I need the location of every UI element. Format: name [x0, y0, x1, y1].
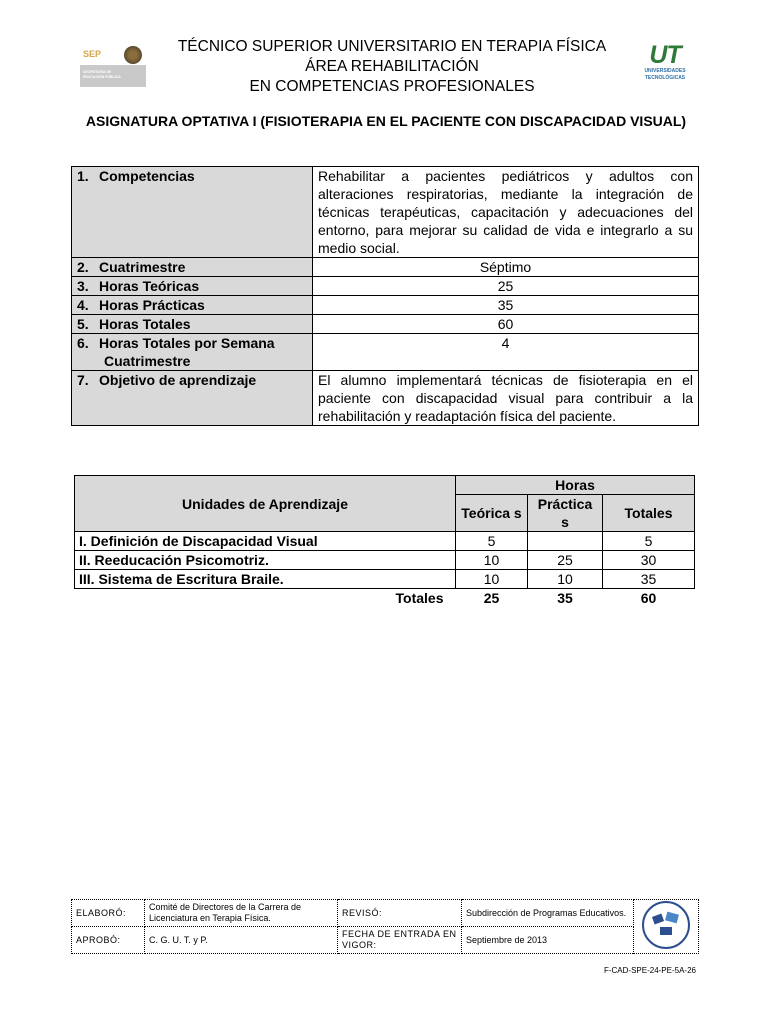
sep-logo [80, 43, 146, 87]
info-label: 4. Horas Prácticas [72, 296, 313, 315]
institution-badge-icon [642, 901, 690, 949]
info-label: 2. Cuatrimestre [72, 258, 313, 277]
table-row [72, 167, 699, 258]
unit-practice: 10 [528, 570, 603, 589]
subject-title: ASIGNATURA OPTATIVA I (FISIOTERAPIA EN EL PACIENTE CON DISCAPACIDAD VISUAL) [85, 113, 687, 129]
unit-theory: 10 [456, 570, 528, 589]
col-units-header: Unidades de Aprendizaje [75, 476, 456, 532]
units-table [74, 475, 695, 607]
ut-logo-line1: UNIVERSIDADES [644, 68, 686, 74]
table-row [75, 532, 695, 551]
sep-logo-text: SEP [83, 49, 102, 59]
unit-practice [528, 532, 603, 551]
totals-total: 60 [640, 590, 657, 606]
unit-total: 30 [603, 551, 695, 570]
unit-theory: 10 [456, 551, 528, 570]
info-value: 4 [313, 334, 699, 371]
reviso-label: REVISÓ: [338, 900, 462, 927]
table-row [72, 277, 699, 296]
header-line-3: EN COMPETENCIAS PROFESIONALES [249, 78, 535, 95]
reviso-value: Subdirección de Programas Educativos. [462, 900, 634, 927]
info-label: 3. Horas Teóricas [72, 277, 313, 296]
table-row [72, 371, 699, 426]
totals-theory: 25 [483, 590, 500, 606]
table-row [72, 258, 699, 277]
table-row [75, 570, 695, 589]
info-label: 1. Competencias [72, 167, 313, 258]
aprobo-label: APROBÓ: [72, 927, 145, 954]
info-table [71, 166, 699, 426]
unit-practice: 25 [528, 551, 603, 570]
info-value: 25 [313, 277, 699, 296]
fecha-value: Septiembre de 2013 [462, 927, 634, 954]
col-hours-header: Horas [456, 476, 695, 495]
info-value: Rehabilitar a pacientes pediátricos y adultos con alteraciones respiratorias, mediante la integración de técnicas terapéuticas, capacitación y adecuaciones del entorno, para mejorar su calidad de vida e integrarlo a su medio social. [313, 167, 699, 258]
unit-total: 35 [603, 570, 695, 589]
info-value: 60 [313, 315, 699, 334]
ut-logo [637, 42, 693, 88]
totals-label: Totales [395, 590, 444, 606]
ut-logo-mark: UT [649, 41, 681, 69]
info-value: 35 [313, 296, 699, 315]
totals-practice: 35 [557, 590, 573, 606]
header-line-2: ÁREA REHABILITACIÓN [305, 58, 479, 75]
info-label: 5. Horas Totales [72, 315, 313, 334]
unit-name: I. Definición de Discapacidad Visual [75, 532, 456, 551]
col-totals-header: Totales [603, 495, 695, 532]
units-header-row [75, 476, 695, 495]
eagle-seal-icon [124, 46, 142, 64]
footer-row [72, 900, 699, 927]
ut-logo-line2: TECNOLÓGICAS [644, 75, 686, 81]
fecha-label: FECHA DE ENTRADA EN VIGOR: [338, 927, 462, 954]
sep-logo-line1: SECRETARÍA DE [83, 70, 112, 74]
footer-row [72, 927, 699, 954]
info-value: Séptimo [313, 258, 699, 277]
unit-name: III. Sistema de Escritura Braile. [75, 570, 456, 589]
table-row [72, 315, 699, 334]
aprobo-value: C. G. U. T. y P. [145, 927, 338, 954]
info-label: 7. Objetivo de aprendizaje [72, 371, 313, 426]
sep-logo-line2: EDUCACIÓN PÚBLICA [83, 75, 121, 79]
totals-row [75, 589, 695, 608]
table-row [72, 296, 699, 315]
table-row [72, 334, 699, 371]
col-practice-header: Práctica s [528, 495, 603, 532]
document-code: F-CAD-SPE-24-PE-5A-26 [603, 966, 696, 975]
approval-footer [71, 899, 699, 954]
info-label: 6. Horas Totales por Semana Cuatrimestre [72, 334, 313, 371]
unit-total: 5 [603, 532, 695, 551]
unit-name: II. Reeducación Psicomotriz. [75, 551, 456, 570]
institution-logo [634, 900, 699, 954]
info-value: El alumno implementará técnicas de fisioterapia en el paciente con discapacidad visual para contribuir a la rehabilitación y readaptación física del paciente. [313, 371, 699, 426]
col-theory-header: Teórica s [456, 495, 528, 532]
document-header [150, 37, 634, 97]
table-row [75, 551, 695, 570]
elaboro-value: Comité de Directores de la Carrera de Licenciatura en Terapia Física. [145, 900, 338, 927]
unit-theory: 5 [456, 532, 528, 551]
header-line-1: TÉCNICO SUPERIOR UNIVERSITARIO EN TERAPIA FÍSICA [177, 38, 607, 55]
elaboro-label: ELABORÓ: [72, 900, 145, 927]
